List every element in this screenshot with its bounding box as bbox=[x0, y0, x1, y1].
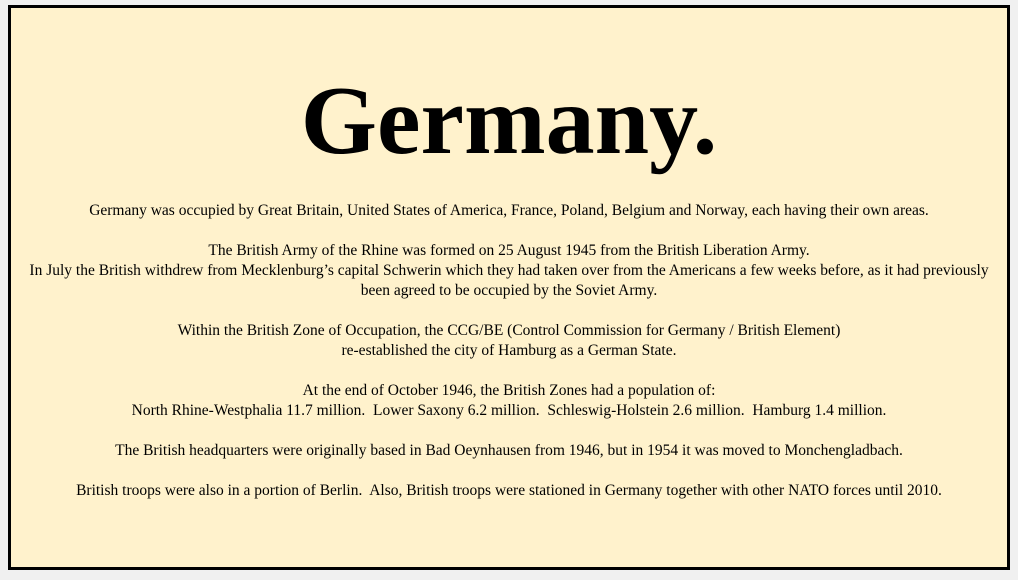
paragraph-line: Germany was occupied by Great Britain, United States of America, France, Poland, Belgium and Norway, each having their own areas. bbox=[89, 202, 929, 219]
paragraph-population bbox=[11, 381, 1007, 421]
slide-page bbox=[8, 5, 1010, 570]
paragraph-army-of-rhine bbox=[11, 241, 1007, 301]
paragraph-line: North Rhine-Westphalia 11.7 million. Lower Saxony 6.2 million. Schleswig-Holstein 2.6 million. Hamburg 1.4 million. bbox=[131, 402, 887, 419]
paragraph-line: The British headquarters were originally based in Bad Oeynhausen from 1946, but in 1954 it was moved to Monchengladbach. bbox=[115, 442, 903, 459]
paragraph-line: British troops were also in a portion of Berlin. Also, British troops were stationed in Germany together with other NATO forces until 2010. bbox=[76, 482, 942, 499]
paragraph-headquarters bbox=[11, 441, 1007, 461]
paragraph-berlin-nato bbox=[11, 481, 1007, 501]
paragraph-line: re-established the city of Hamburg as a German State. bbox=[341, 342, 677, 359]
paragraph-line: At the end of October 1946, the British Zones had a population of: bbox=[302, 382, 716, 399]
paragraph-ccg-be bbox=[11, 321, 1007, 361]
body-text bbox=[11, 201, 1007, 501]
paragraph-line: Within the British Zone of Occupation, the CCG/BE (Control Commission for Germany / British Element) bbox=[177, 322, 841, 339]
paragraph-line: In July the British withdrew from Mecklenburg’s capital Schwerin which they had taken over from the Americans a few weeks before, as it had previously been agreed to be occupied by the Soviet Army. bbox=[29, 262, 989, 299]
paragraph-occupation bbox=[11, 201, 1007, 221]
page-title: Germany. bbox=[300, 67, 718, 175]
paragraph-line: The British Army of the Rhine was formed on 25 August 1945 from the British Liberation Army. bbox=[208, 242, 810, 259]
